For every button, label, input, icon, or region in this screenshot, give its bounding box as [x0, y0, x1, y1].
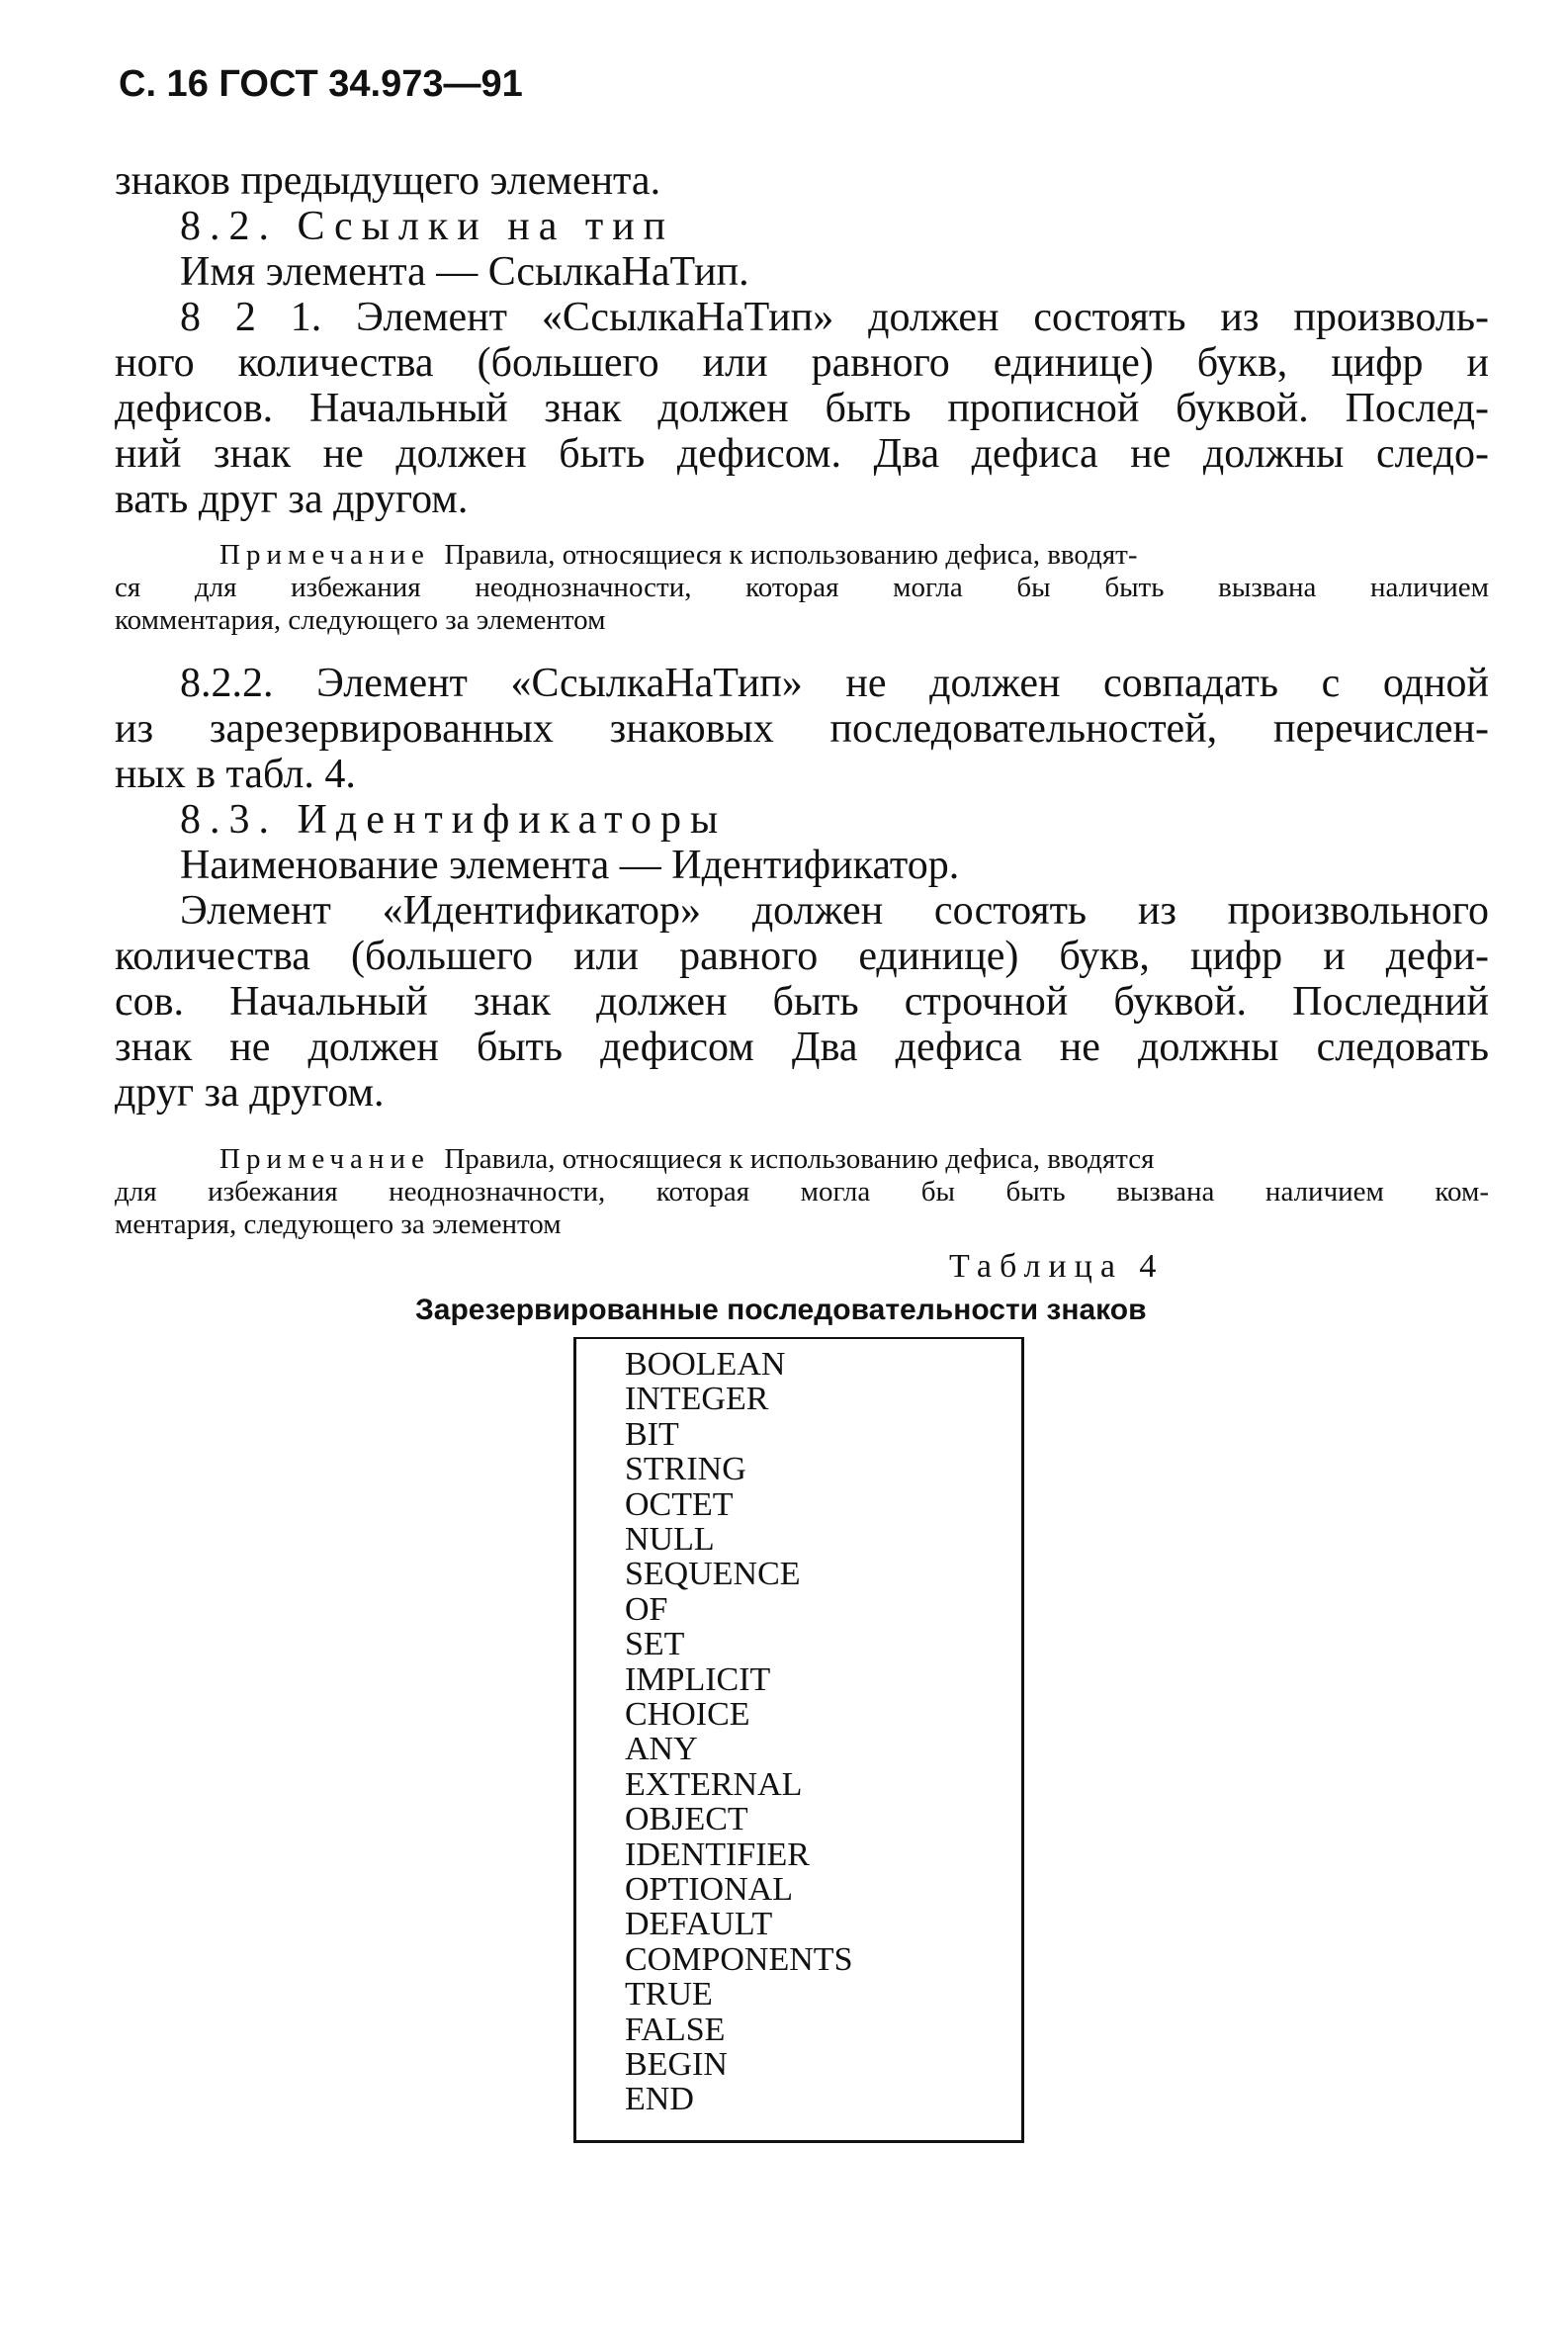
table-keyword: INTEGER	[625, 1381, 769, 1418]
table-keyword: IMPLICIT	[625, 1660, 771, 1698]
note-line: комментария, следующего за элементом	[115, 604, 606, 636]
section-heading: 8.2. Ссылки на тип	[180, 204, 675, 249]
body-line: вать друг за другом.	[115, 477, 469, 522]
table-keyword: BIT	[625, 1415, 679, 1453]
body-line: Имя элемента — СсылкаНаТип.	[180, 249, 749, 295]
body-line: друг за другом.	[115, 1070, 385, 1116]
table-keyword: NULL	[625, 1521, 715, 1558]
note-text: Правила, относящиеся к использованию дефиса, вводятся	[444, 1143, 1155, 1175]
table-keyword: BOOLEAN	[625, 1346, 786, 1383]
body-line: 8.2.2. Элемент «СсылкаНаТип» не должен совпадать с одной	[180, 661, 1489, 706]
table-keyword: SET	[625, 1626, 685, 1663]
body-line: ного количества (большего или равного единице) букв, цифр и	[115, 340, 1489, 386]
page-header: С. 16 ГОСТ 34.973—91	[119, 63, 523, 105]
table-title: Зарезервированные последовательности знаков	[415, 1294, 1147, 1326]
note-label: Примечание	[219, 539, 430, 571]
table-keyword: COMPONENTS	[625, 1940, 853, 1978]
table-keyword: OCTET	[625, 1485, 734, 1523]
note-text: Правила, относящиеся к использованию дефиса, вводят-	[444, 539, 1138, 571]
body-line: ных в табл. 4.	[115, 752, 356, 797]
table-keyword: OPTIONAL	[625, 1871, 793, 1908]
table-keyword: CHOICE	[625, 1696, 750, 1733]
body-line: количества (большего или равного единице) букв, цифр и дефи-	[115, 934, 1489, 979]
table-keyword: OBJECT	[625, 1801, 748, 1838]
table-keyword: ANY	[625, 1731, 698, 1768]
body-line: знаков предыдущего элемента.	[115, 158, 661, 204]
body-line: ний знак не должен быть дефисом. Два дефиса не должны следо-	[115, 431, 1489, 477]
note-line: ся для избежания неоднозначности, которая могла бы быть вызвана наличием	[115, 572, 1489, 603]
table-keyword: TRUE	[625, 1976, 713, 2014]
table-keyword: STRING	[625, 1451, 746, 1488]
note-line	[219, 1143, 1489, 1176]
table-keyword: IDENTIFIER	[625, 1835, 810, 1873]
table-keyword: OF	[625, 1590, 668, 1628]
table-keyword: EXTERNAL	[625, 1765, 803, 1803]
body-line: сов. Начальный знак должен быть строчной буквой. Последний	[115, 979, 1489, 1025]
note-label: Примечание	[219, 1143, 430, 1175]
table-keyword: END	[625, 2081, 694, 2118]
body-line: 8 2 1. Элемент «СсылкаНаТип» должен состоять из произволь-	[180, 295, 1489, 340]
table-keyword: FALSE	[625, 2011, 726, 2048]
table-keyword: DEFAULT	[625, 1906, 773, 1943]
section-heading: 8.3. Идентификаторы	[180, 797, 728, 843]
note-line: для избежания неоднозначности, которая могла бы быть вызвана наличием ком-	[115, 1176, 1489, 1208]
note-line	[219, 539, 1489, 572]
table-number: Таблица 4	[949, 1248, 1165, 1285]
table-keyword: SEQUENCE	[625, 1556, 801, 1593]
body-line: знак не должен быть дефисом Два дефиса не должны следовать	[115, 1025, 1489, 1070]
note-line: ментария, следующего за элементом	[115, 1208, 562, 1240]
body-line: Наименование элемента — Идентификатор.	[180, 843, 960, 888]
body-line: из зарезервированных знаковых последовательностей, перечислен-	[115, 706, 1489, 752]
body-line: Элемент «Идентификатор» должен состоять из произвольного	[180, 888, 1489, 934]
body-line: дефисов. Начальный знак должен быть прописной буквой. Послед-	[115, 386, 1489, 431]
table-keyword: BEGIN	[625, 2046, 728, 2083]
